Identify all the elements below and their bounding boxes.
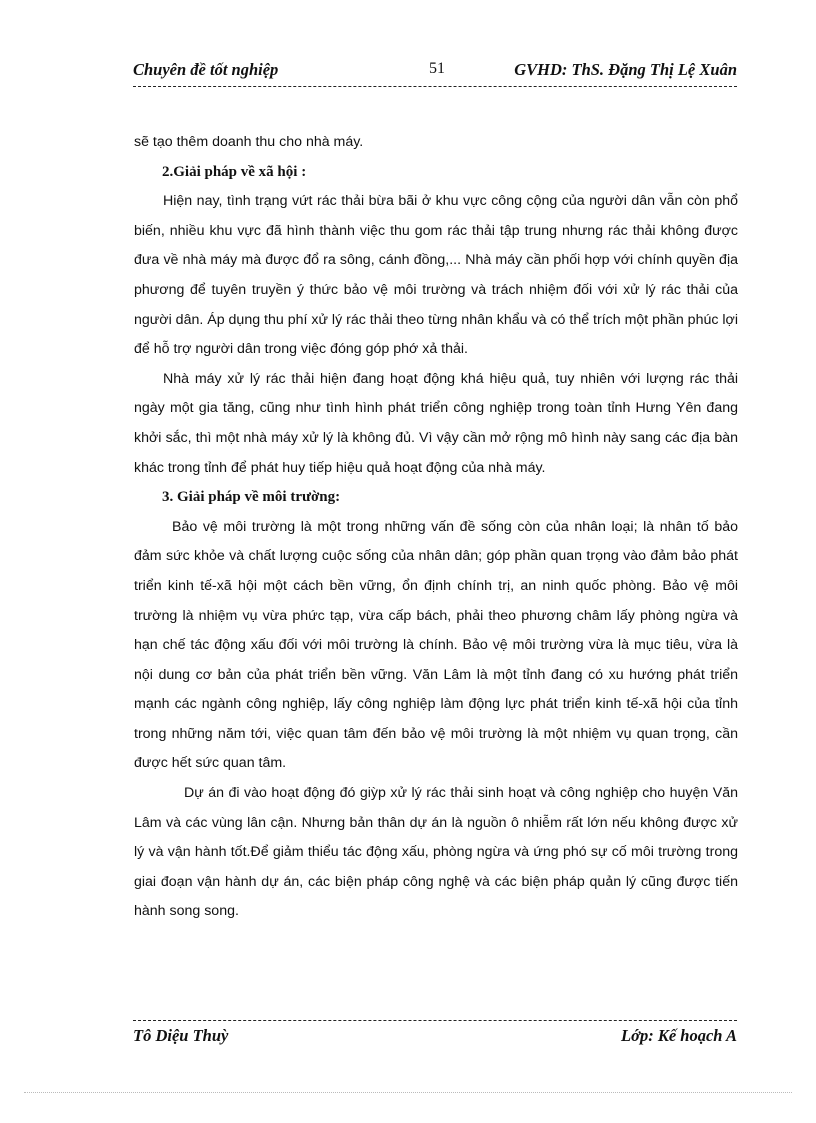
document-body	[134, 128, 738, 927]
header-thesis-title: Chuyên đề tốt nghiệp	[133, 60, 279, 79]
footer-class: Lớp: Kế hoạch A	[621, 1026, 737, 1045]
page-footer	[133, 1026, 737, 1050]
page-number: 51	[429, 60, 445, 77]
paragraph: Nhà máy xử lý rác thải hiện đang hoạt động khá hiệu quả, tuy nhiên với lượng rác thải ngày một gia tăng, cũng như tình hình phát triển công nghiệp trong toàn tỉnh Hưng Yên đang khởi sắc, thì một nhà máy xử lý là không đủ. Vì vậy cần mở rộng mô hình này sang các địa bàn khác trong tỉnh để phát huy tiếp hiệu quả hoạt động của nhà máy.	[134, 370, 738, 476]
paragraph: sẽ tạo thêm doanh thu cho nhà máy.	[134, 134, 364, 150]
footer-author: Tô Diệu Thuỳ	[133, 1026, 229, 1045]
paragraph: Bảo vệ môi trường là một trong những vấn đề sống còn của nhân loại; là nhân tố bảo đảm sức khỏe và chất lượng cuộc sống của nhân dân; góp phần quan trọng vào đảm bảo phát triển kinh tế-xã hội một cách bền vững, ổn định chính trị, an ninh quốc phòng. Bảo vệ môi trường là nhiệm vụ vừa phức tạp, vừa cấp bách, phải theo phương châm lấy phòng ngừa và hạn chế tác động xấu đối với môi trường là chính. Bảo vệ môi trường vừa là mục tiêu, vừa là nội dung cơ bản của phát triển bền vững. Văn Lâm là một tỉnh đang có xu hướng phát triển mạnh các ngành công nghiệp, lấy công nghiệp làm động lực phát triển kinh tế-xã hội của tỉnh trong những năm tới, việc quan tâm đến bảo vệ môi trường là một nhiệm vụ quan trọng, cần được hết sức quan tâm.	[134, 518, 738, 772]
paragraph: Hiện nay, tình trạng vứt rác thải bừa bãi ở khu vực công cộng của người dân vẫn còn phổ biến, nhiều khu vực đã hình thành việc thu gom rác thải tập trung nhưng rác thải không được đưa về nhà máy mà được đổ ra sông, cánh đồng,... Nhà máy cần phối hợp với chính quyền địa phương để tuyên truyền ý thức bảo vệ môi trường và trách nhiệm đối với xử lý rác thải của người dân. Áp dụng thu phí xử lý rác thải theo từng nhân khẩu và có thể trích một phần phúc lợi để hỗ trợ người dân trong việc đóng góp phớ xả thải.	[134, 193, 738, 358]
page-bottom-border	[24, 1092, 792, 1093]
header-supervisor: GVHD: ThS. Đặng Thị Lệ Xuân	[514, 60, 737, 79]
header-divider	[133, 86, 737, 87]
section-heading: 2.Giải pháp về xã hội :	[162, 163, 307, 180]
paragraph: Dự án đi vào hoạt động đó giỳp xử lý rác thải sinh hoạt và công nghiệp cho huyện Văn Lâm và các vùng lân cận. Nhưng bản thân dự án là nguồn ô nhiễm rất lớn nếu không được xử lý và vận hành tốt.Để giảm thiểu tác động xấu, phòng ngừa và ứng phó sự cố môi trường trong giai đoạn vận hành dự án, các biện pháp công nghệ và các biện pháp quản lý cũng được tiến hành song song.	[134, 785, 738, 920]
footer-divider	[133, 1020, 737, 1021]
page-header	[133, 58, 737, 84]
section-heading: 3. Giải pháp về môi trường:	[162, 489, 341, 506]
